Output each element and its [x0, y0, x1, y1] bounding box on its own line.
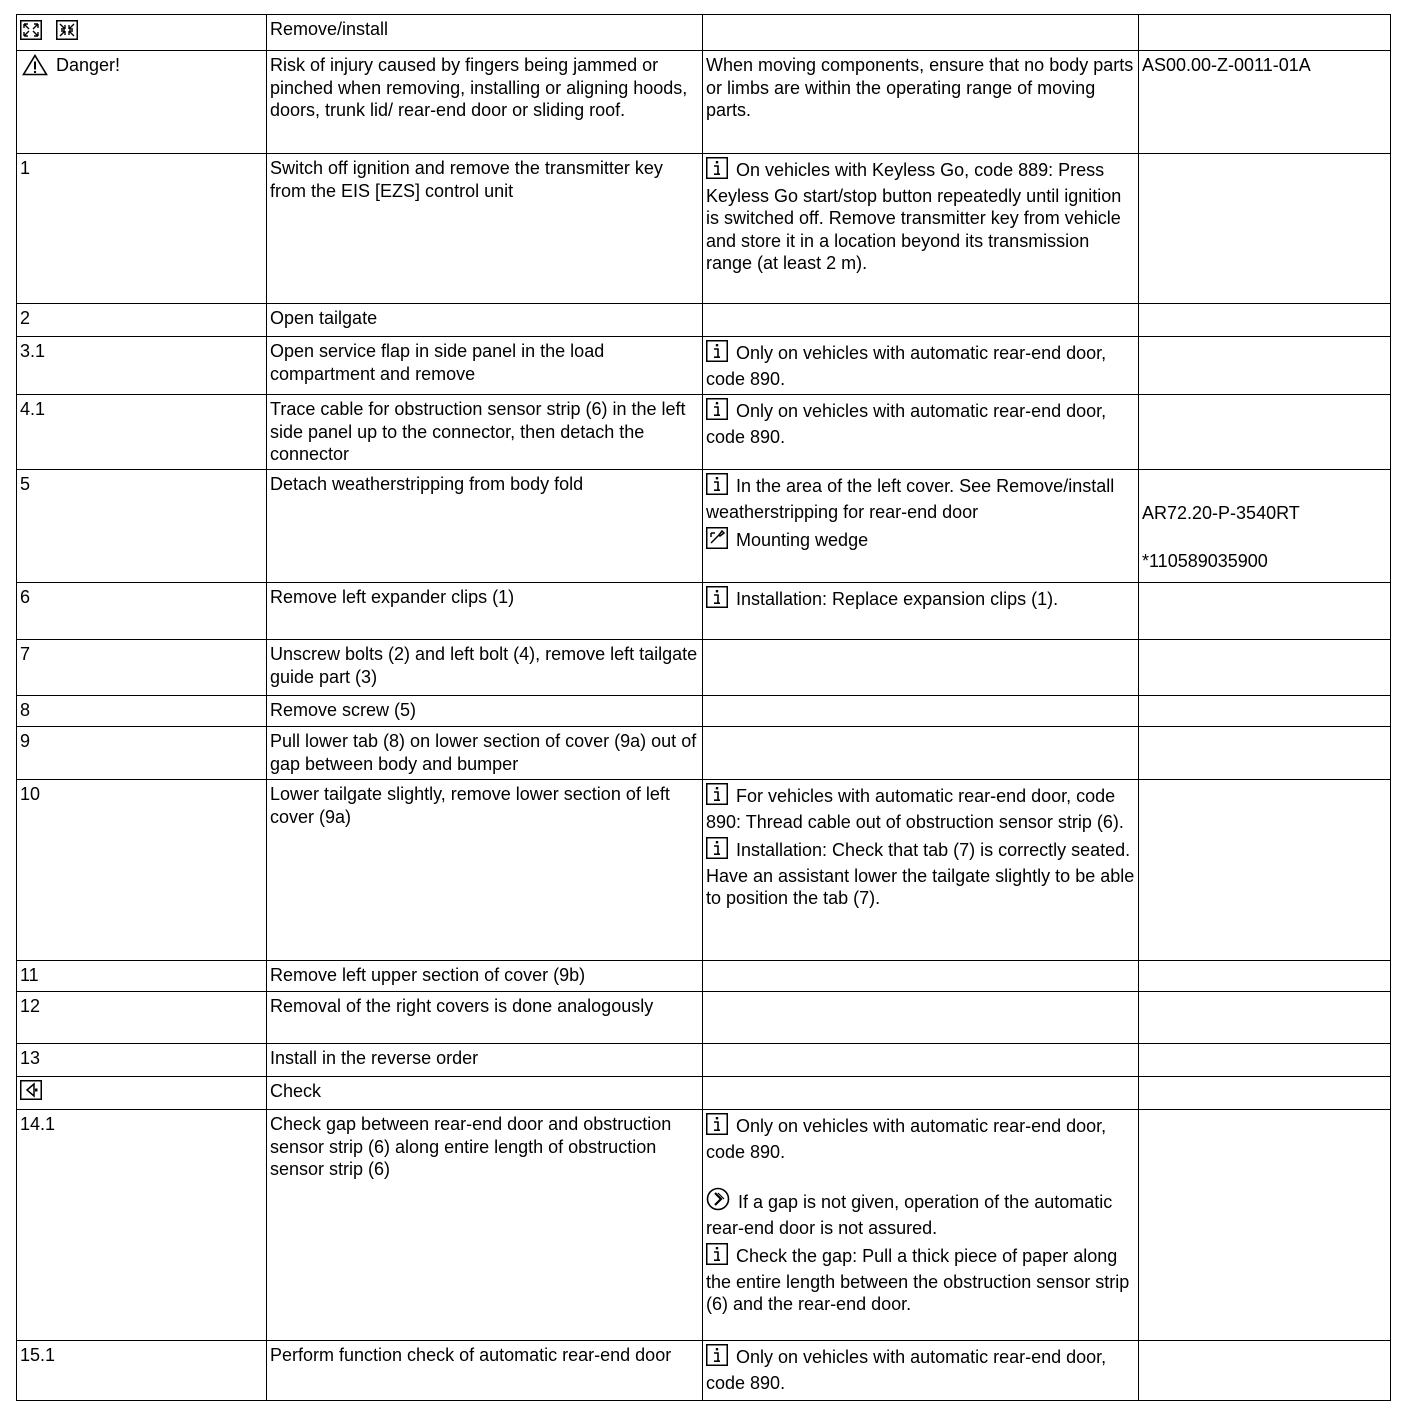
- step-refs-cell: [1139, 1110, 1391, 1341]
- info-icon: [706, 1344, 728, 1372]
- step-number-cell: [17, 727, 267, 780]
- step-refs-cell: [1139, 337, 1391, 395]
- step-notes-cell: [703, 1077, 1139, 1110]
- step-notes-cell: [703, 583, 1139, 640]
- step-note: [706, 837, 1135, 910]
- step-refs-cell: [1139, 470, 1391, 583]
- step-note-text: Installation: Replace expansion clips (1).: [736, 589, 1059, 609]
- step-number-cell: [17, 780, 267, 961]
- step-refs-cell: [1139, 395, 1391, 470]
- step-action: Install in the reverse order: [267, 1044, 703, 1077]
- step-note-text: Mounting wedge: [736, 530, 869, 550]
- table-row: [17, 1341, 1391, 1401]
- step-note-text: In the area of the left cover. See Remove/install weatherstripping for rear-end door: [706, 476, 1115, 522]
- warning-triangle-icon: [22, 54, 48, 76]
- danger-measure: When moving components, ensure that no body parts or limbs are within the operating range of moving parts.: [703, 51, 1139, 154]
- step-refs-cell: [1139, 583, 1391, 640]
- table-row: [17, 696, 1391, 727]
- header-empty-3: [703, 15, 1139, 51]
- step-number: 5: [20, 474, 31, 494]
- step-note-text: On vehicles with Keyless Go, code 889: Press Keyless Go start/stop button repeatedly until ignition is switched off. Remove transmitter key from vehicle and store it in a location beyond its transmission range (at least 2 m).: [706, 160, 1122, 273]
- table-row: [17, 640, 1391, 696]
- step-action: Remove left upper section of cover (9b): [267, 961, 703, 992]
- step-number: 14.1: [20, 1114, 56, 1134]
- step-notes-cell: [703, 154, 1139, 304]
- step-note-text: Only on vehicles with automatic rear-end door, code 890.: [706, 343, 1107, 389]
- step-number-cell: [17, 395, 267, 470]
- step-note: [706, 157, 1135, 275]
- header-icons-cell: [17, 15, 267, 51]
- step-action: Detach weatherstripping from body fold: [267, 470, 703, 583]
- info-icon: [706, 1113, 728, 1141]
- step-refs-cell: [1139, 154, 1391, 304]
- step-number-cell: [17, 154, 267, 304]
- step-note-text: Check the gap: Pull a thick piece of paper along the entire length between the obstruction sensor strip (6) and the rear-end door.: [706, 1246, 1130, 1314]
- danger-label-cell: [17, 51, 267, 154]
- step-note-text: If a gap is not given, operation of the automatic rear-end door is not assured.: [706, 1192, 1113, 1238]
- header-row: [17, 15, 1391, 51]
- info-icon: [706, 586, 728, 614]
- step-notes-cell: [703, 961, 1139, 992]
- step-note: [706, 473, 1135, 523]
- step-action: Open tailgate: [267, 304, 703, 337]
- step-refs-cell: [1139, 1341, 1391, 1401]
- info-icon: [706, 1243, 728, 1271]
- step-refs-cell: [1139, 780, 1391, 961]
- info-icon: [706, 473, 728, 501]
- step-notes-cell: [703, 395, 1139, 470]
- step-number: 12: [20, 996, 41, 1016]
- info-icon: [706, 783, 728, 811]
- table-row: [17, 395, 1391, 470]
- step-notes-cell: [703, 780, 1139, 961]
- step-action: Perform function check of automatic rear-end door: [267, 1341, 703, 1401]
- step-action: Remove screw (5): [267, 696, 703, 727]
- step-note-text: For vehicles with automatic rear-end door, code 890: Thread cable out of obstruction sensor strip (6).: [706, 786, 1124, 832]
- danger-label: Danger!: [56, 55, 121, 75]
- step-number-cell: [17, 992, 267, 1044]
- step-note: [706, 340, 1135, 390]
- step-number: 11: [20, 965, 39, 985]
- step-refs-cell: [1139, 640, 1391, 696]
- step-number: 13: [20, 1048, 41, 1068]
- step-number-cell: [17, 640, 267, 696]
- step-refs-cell: [1139, 961, 1391, 992]
- step-notes-cell: [703, 640, 1139, 696]
- step-notes-cell: [703, 337, 1139, 395]
- step-number: 1: [20, 158, 31, 178]
- danger-ref: AS00.00-Z-0011-01A: [1139, 51, 1391, 154]
- step-action: Switch off ignition and remove the transmitter key from the EIS [EZS] control unit: [267, 154, 703, 304]
- step-number: 3.1: [20, 341, 46, 361]
- table-row: [17, 1077, 1391, 1110]
- step-number-cell: [17, 337, 267, 395]
- step-action: Pull lower tab (8) on lower section of cover (9a) out of gap between body and bumper: [267, 727, 703, 780]
- info-icon: [706, 837, 728, 865]
- step-note: [706, 783, 1135, 833]
- step-notes-cell: [703, 696, 1139, 727]
- table-row: [17, 1110, 1391, 1341]
- step-action: Open service flap in side panel in the load compartment and remove: [267, 337, 703, 395]
- step-refs-cell: [1139, 1044, 1391, 1077]
- step-note: [706, 1344, 1135, 1394]
- step-number-cell: [17, 1110, 267, 1341]
- danger-risk: Risk of injury caused by fingers being jammed or pinched when removing, installing or aligning hoods, doors, trunk lid/ rear-end door or sliding roof.: [267, 51, 703, 154]
- step-action: Lower tailgate slightly, remove lower section of left cover (9a): [267, 780, 703, 961]
- info-icon: [706, 157, 728, 185]
- step-number-cell: [17, 1077, 267, 1110]
- step-notes-cell: [703, 304, 1139, 337]
- arrow-note-icon: [706, 1187, 730, 1217]
- table-row: [17, 304, 1391, 337]
- step-note: [706, 1187, 1135, 1239]
- table-row: [17, 583, 1391, 640]
- info-icon: [706, 340, 728, 368]
- step-number: 6: [20, 587, 31, 607]
- step-action: Remove left expander clips (1): [267, 583, 703, 640]
- step-action: Unscrew bolts (2) and left bolt (4), remove left tailgate guide part (3): [267, 640, 703, 696]
- step-refs-cell: [1139, 1077, 1391, 1110]
- header-title: Remove/install: [267, 15, 703, 51]
- info-icon: [706, 398, 728, 426]
- step-note-text: Only on vehicles with automatic rear-end door, code 890.: [706, 1347, 1107, 1393]
- step-notes-cell: [703, 727, 1139, 780]
- step-number-cell: [17, 696, 267, 727]
- step-notes-cell: [703, 992, 1139, 1044]
- step-note: [706, 1113, 1135, 1163]
- header-empty-4: [1139, 15, 1391, 51]
- danger-row: [17, 51, 1391, 154]
- step-refs-cell: [1139, 304, 1391, 337]
- step-note-text: Only on vehicles with automatic rear-end door, code 890.: [706, 401, 1107, 447]
- step-notes-cell: [703, 1341, 1139, 1401]
- step-number-cell: [17, 961, 267, 992]
- step-number: 15.1: [20, 1345, 56, 1365]
- step-note: [706, 398, 1135, 448]
- step-number-cell: [17, 583, 267, 640]
- table-row: [17, 780, 1391, 961]
- step-notes-cell: [703, 1110, 1139, 1341]
- step-number: 9: [20, 731, 31, 751]
- step-notes-cell: [703, 470, 1139, 583]
- special-tool-icon: [706, 527, 728, 555]
- step-action: Trace cable for obstruction sensor strip (6) in the left side panel up to the connector, then detach the connector: [267, 395, 703, 470]
- reference-code[interactable]: AR72.20-P-3540RT: [1142, 503, 1300, 523]
- step-note: [706, 527, 1135, 555]
- table-row: [17, 1044, 1391, 1077]
- step-number-cell: [17, 1341, 267, 1401]
- step-refs-cell: [1139, 696, 1391, 727]
- step-note: [706, 586, 1135, 614]
- step-number: 10: [20, 784, 41, 804]
- procedure-table: [16, 14, 1391, 1401]
- step-note: [706, 1243, 1135, 1316]
- step-note-text: Only on vehicles with automatic rear-end door, code 890.: [706, 1116, 1107, 1162]
- step-action: Removal of the right covers is done analogously: [267, 992, 703, 1044]
- table-row: [17, 154, 1391, 304]
- remove-icon: [20, 20, 42, 40]
- table-row: [17, 470, 1391, 583]
- step-number: 2: [20, 308, 31, 328]
- step-number-cell: [17, 470, 267, 583]
- step-number-cell: [17, 1044, 267, 1077]
- step-number: 4.1: [20, 399, 46, 419]
- step-refs-cell: [1139, 727, 1391, 780]
- step-number-cell: [17, 304, 267, 337]
- step-action: Check gap between rear-end door and obstruction sensor strip (6) along entire length of obstruction sensor strip (6): [267, 1110, 703, 1341]
- step-notes-cell: [703, 1044, 1139, 1077]
- reference-code[interactable]: *110589035900: [1142, 550, 1268, 571]
- install-icon: [56, 20, 78, 40]
- step-number: 7: [20, 644, 31, 664]
- step-refs-cell: [1139, 992, 1391, 1044]
- check-icon: [20, 1080, 42, 1106]
- step-number: 8: [20, 700, 31, 720]
- step-action: Check: [267, 1077, 703, 1110]
- table-row: [17, 337, 1391, 395]
- table-row: [17, 992, 1391, 1044]
- step-note-text: Installation: Check that tab (7) is correctly seated. Have an assistant lower the tailgate slightly to be able to position the tab (7).: [706, 840, 1135, 908]
- table-row: [17, 727, 1391, 780]
- table-row: [17, 961, 1391, 992]
